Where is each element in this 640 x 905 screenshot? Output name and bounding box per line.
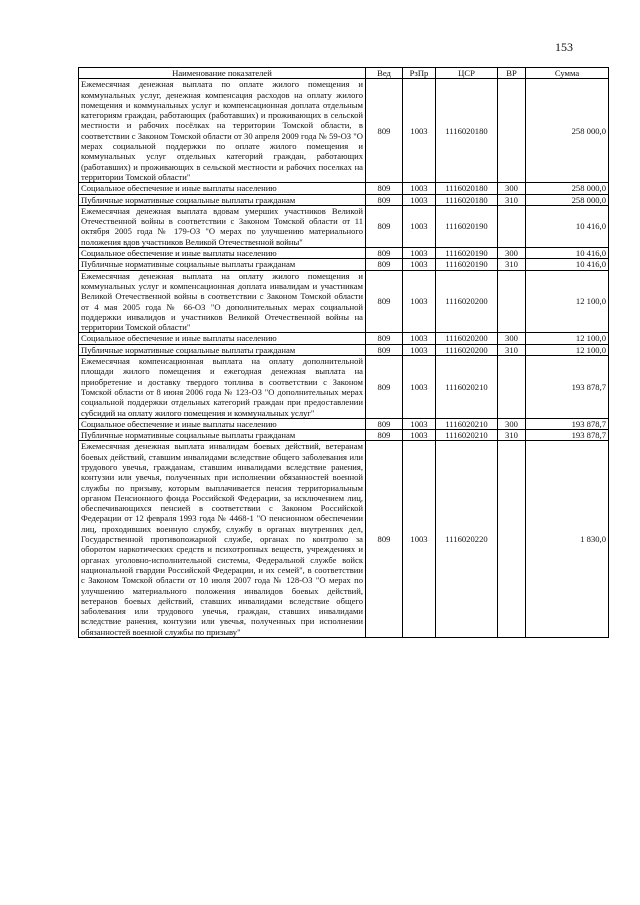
row-vr: 300	[498, 248, 526, 259]
header-ved: Вед	[366, 68, 403, 79]
row-name: Ежемесячная денежная выплата инвалидам боевых действий, ветеранам боевых действий, ставшим инвалидами вследствие общего заболевания или трудового увечья, гражданам, ставшим инвалидами вследствие ранения, контузии или увечья, полученных при исполнении обязанностей военной службы по призыву, которым выплачивается пенсия территориальным органом Пенсионного фонда Российской Федерации, за исключением лиц, обеспечивающихся пенсией в соответствии с Законом Российской Федерации от 12 февраля 1993 года № 4468-1 "О пенсионном обеспечении лиц, проходивших военную службу, службу в органах внутренних дел, Государственной противопожарной службе, органах по контролю за оборотом наркотических средств и психотропных веществ, учреждениях и органах уголовно-исполнительной системы, Федеральной службе войск национальной гвардии Российской Федерации, и их семей", в соответствии с Законом Томской области от 10 июля 2007 года № 128-ОЗ "О мерах по улучшению материального положения инвалидов боевых действий, ветеранов боевых действий, ставших инвалидами вследствие общего заболевания или трудового увечья, граждан, ставших инвалидами вследствие ранения, контузии или увечья, полученных при исполнении обязанностей военной службы по призыву"	[79, 441, 366, 638]
row-sum: 1 830,0	[526, 441, 609, 638]
row-csr: 1116020210	[436, 418, 498, 429]
row-rzpr: 1003	[403, 344, 436, 355]
row-name: Ежемесячная денежная выплата вдовам умерших участников Великой Отечественной войны в соответствии с Законом Томской области от 11 октября 2005 года № 179-ОЗ "О мерах по улучшению материального положения вдов участников Великой Отечественной войны"	[79, 205, 366, 247]
table-row	[79, 418, 609, 429]
row-rzpr: 1003	[403, 79, 436, 183]
row-csr: 1116020190	[436, 248, 498, 259]
header-csr: ЦСР	[436, 68, 498, 79]
row-rzpr: 1003	[403, 441, 436, 638]
table-row	[79, 183, 609, 194]
row-name: Социальное обеспечение и иные выплаты населению	[79, 183, 366, 194]
row-ved: 809	[366, 194, 403, 205]
row-vr: 310	[498, 344, 526, 355]
table-row	[79, 344, 609, 355]
row-rzpr: 1003	[403, 418, 436, 429]
row-rzpr: 1003	[403, 270, 436, 333]
row-ved: 809	[366, 430, 403, 441]
row-csr: 1116020180	[436, 79, 498, 183]
row-csr: 1116020200	[436, 270, 498, 333]
row-vr	[498, 441, 526, 638]
row-name: Социальное обеспечение и иные выплаты населению	[79, 418, 366, 429]
row-sum: 258 000,0	[526, 194, 609, 205]
row-sum: 193 878,7	[526, 356, 609, 419]
row-vr: 300	[498, 418, 526, 429]
row-csr: 1116020190	[436, 259, 498, 270]
header-sum: Сумма	[526, 68, 609, 79]
row-sum: 12 100,0	[526, 333, 609, 344]
row-ved: 809	[366, 356, 403, 419]
row-ved: 809	[366, 79, 403, 183]
row-rzpr: 1003	[403, 333, 436, 344]
table-row	[79, 430, 609, 441]
table-row	[79, 333, 609, 344]
row-ved: 809	[366, 270, 403, 333]
row-csr: 1116020200	[436, 333, 498, 344]
row-sum: 258 000,0	[526, 183, 609, 194]
row-csr: 1116020220	[436, 441, 498, 638]
row-rzpr: 1003	[403, 205, 436, 247]
table-row	[79, 205, 609, 247]
row-name: Социальное обеспечение и иные выплаты населению	[79, 248, 366, 259]
row-sum: 258 000,0	[526, 79, 609, 183]
row-ved: 809	[366, 248, 403, 259]
row-name: Ежемесячная компенсационная выплата на оплату дополнительной площади жилого помещения и ежегодная денежная выплата на приобретение и доставку твердого топлива в соответствии с Законом Томской области от 8 июня 2006 года № 123-ОЗ "О дополнительных мерах социальной поддержки отдельных категорий граждан при предоставлении субсидий на оплату жилого помещения и коммунальных услуг"	[79, 356, 366, 419]
header-vr: ВР	[498, 68, 526, 79]
header-name: Наименование показателей	[79, 68, 366, 79]
row-name: Публичные нормативные социальные выплаты гражданам	[79, 344, 366, 355]
row-name: Публичные нормативные социальные выплаты гражданам	[79, 430, 366, 441]
row-sum: 10 416,0	[526, 248, 609, 259]
row-csr: 1116020180	[436, 183, 498, 194]
row-ved: 809	[366, 441, 403, 638]
row-rzpr: 1003	[403, 248, 436, 259]
row-name: Публичные нормативные социальные выплаты гражданам	[79, 194, 366, 205]
page-number: 153	[555, 40, 573, 54]
row-vr: 300	[498, 333, 526, 344]
row-name: Ежемесячная денежная выплата на оплату жилого помещения и коммунальных услуг и компенсационная доплата инвалидам и участникам Великой Отечественной войны в соответствии с Законом Томской области от 4 мая 2005 года № 66-ОЗ "О дополнительных мерах социальной поддержки инвалидов и участников Великой Отечественной войны на территории Томской области"	[79, 270, 366, 333]
row-rzpr: 1003	[403, 194, 436, 205]
row-csr: 1116020200	[436, 344, 498, 355]
row-name: Социальное обеспечение и иные выплаты населению	[79, 333, 366, 344]
row-ved: 809	[366, 259, 403, 270]
row-vr: 310	[498, 259, 526, 270]
header-rzpr: РзПр	[403, 68, 436, 79]
row-ved: 809	[366, 344, 403, 355]
row-vr	[498, 79, 526, 183]
row-sum: 193 878,7	[526, 430, 609, 441]
row-vr	[498, 205, 526, 247]
row-vr: 310	[498, 194, 526, 205]
table-row	[79, 270, 609, 333]
row-sum: 10 416,0	[526, 259, 609, 270]
row-vr: 300	[498, 183, 526, 194]
row-rzpr: 1003	[403, 356, 436, 419]
table-row	[79, 356, 609, 419]
row-csr: 1116020210	[436, 356, 498, 419]
row-ved: 809	[366, 418, 403, 429]
table-header-row	[79, 68, 609, 79]
row-sum: 10 416,0	[526, 205, 609, 247]
row-csr: 1116020180	[436, 194, 498, 205]
row-csr: 1116020210	[436, 430, 498, 441]
row-name: Публичные нормативные социальные выплаты гражданам	[79, 259, 366, 270]
table-row	[79, 259, 609, 270]
row-rzpr: 1003	[403, 183, 436, 194]
row-sum: 193 878,7	[526, 418, 609, 429]
row-vr	[498, 356, 526, 419]
row-vr	[498, 270, 526, 333]
table-row	[79, 441, 609, 638]
row-csr: 1116020190	[436, 205, 498, 247]
row-ved: 809	[366, 183, 403, 194]
row-sum: 12 100,0	[526, 344, 609, 355]
table-row	[79, 194, 609, 205]
row-name: Ежемесячная денежная выплата по оплате жилого помещения и коммунальных услуг, денежная компенсация расходов на оплату жилого помещения и коммунальных услуг и компенсационная доплата отдельным категориям граждан, работающих (работавших) и проживающих в сельской местности и рабочих посёлках на территории Томской области, в соответствии с Законом Томской области от 30 апреля 2009 года № 59-ОЗ "О мерах социальной поддержки по оплате жилого помещения и коммунальных услуг отдельных категорий граждан, работающих (работавших) и проживающих в сельской местности и рабочих поселках на территории Томской области"	[79, 79, 366, 183]
table-row	[79, 79, 609, 183]
table-row	[79, 248, 609, 259]
row-sum: 12 100,0	[526, 270, 609, 333]
row-rzpr: 1003	[403, 430, 436, 441]
row-ved: 809	[366, 333, 403, 344]
budget-table	[78, 67, 609, 638]
row-vr: 310	[498, 430, 526, 441]
row-ved: 809	[366, 205, 403, 247]
row-rzpr: 1003	[403, 259, 436, 270]
